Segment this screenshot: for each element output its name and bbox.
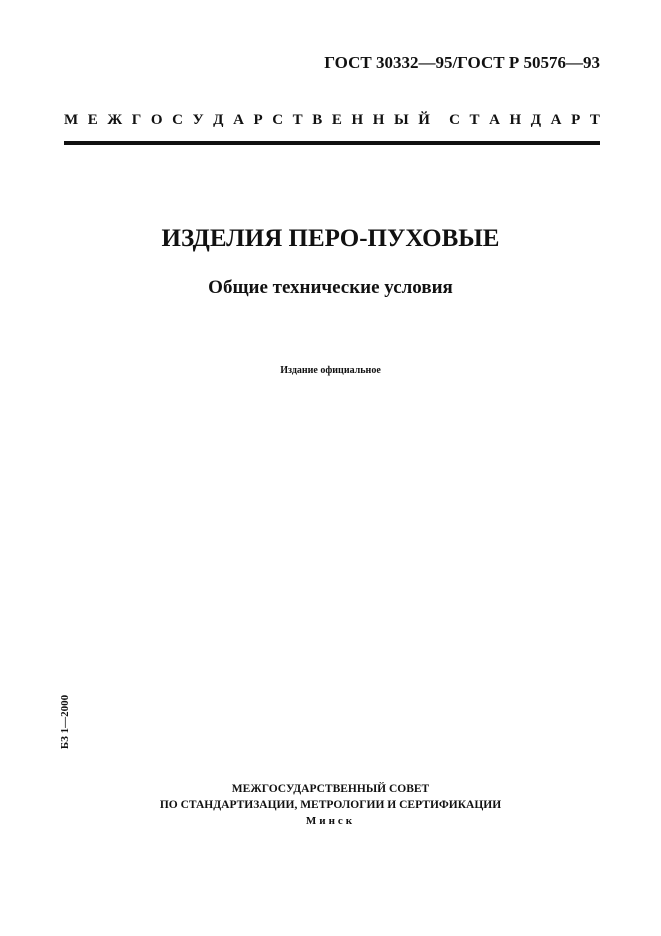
- edition-note: Издание официальное: [280, 365, 381, 376]
- standard-type-heading: [64, 112, 600, 129]
- publisher-line: МЕЖГОСУДАРСТВЕННЫЙ СОВЕТ: [231, 783, 430, 795]
- document-title: ИЗДЕЛИЯ ПЕРО-ПУХОВЫЕ: [161, 225, 500, 252]
- publisher-city: Минск: [305, 815, 356, 827]
- document-number: ГОСТ 30332—95/ГОСТ Р 50576—93: [324, 53, 600, 72]
- standard-type-letter: Т: [292, 112, 303, 128]
- standard-type-letter: О: [150, 112, 163, 128]
- standard-type-letter: Ж: [107, 112, 123, 128]
- standard-type-letter: Т: [469, 112, 480, 128]
- side-index-code: БЗ 1—2000: [59, 694, 71, 750]
- standard-type-letter: В: [312, 112, 323, 128]
- header-divider: [64, 141, 600, 145]
- standard-type-letter: Н: [351, 112, 364, 128]
- standard-type-letter: Р: [253, 112, 263, 128]
- standard-type-letter: Г: [131, 112, 142, 128]
- standard-type-letter: Д: [530, 112, 542, 128]
- standard-type-letter: С: [449, 112, 460, 128]
- standard-type-letter: Т: [589, 112, 600, 128]
- standard-type-letter: А: [550, 112, 562, 128]
- standard-type-letter: С: [272, 112, 284, 128]
- standard-type-letter: С: [172, 112, 183, 128]
- standard-type-letter: А: [489, 112, 500, 128]
- standard-type-letter: Е: [87, 112, 98, 128]
- publisher-block: [0, 781, 661, 829]
- standard-type-letter: У: [192, 112, 204, 128]
- publisher-line: ПО СТАНДАРТИЗАЦИИ, МЕТРОЛОГИИ И СЕРТИФИКАЦИИ: [159, 799, 502, 811]
- standard-type-letter: Н: [372, 112, 385, 128]
- standard-type-letter: М: [64, 112, 79, 128]
- document-subtitle: Общие технические условия: [208, 277, 453, 298]
- standard-type-letter: Е: [331, 112, 342, 128]
- standard-type-letter: Й: [418, 112, 430, 128]
- standard-type-letter: Ы: [393, 112, 409, 128]
- standard-type-letter: Н: [509, 112, 522, 128]
- standard-type-letter: Д: [213, 112, 224, 128]
- standard-type-letter: А: [233, 112, 244, 128]
- standard-type-letter: Р: [571, 112, 581, 128]
